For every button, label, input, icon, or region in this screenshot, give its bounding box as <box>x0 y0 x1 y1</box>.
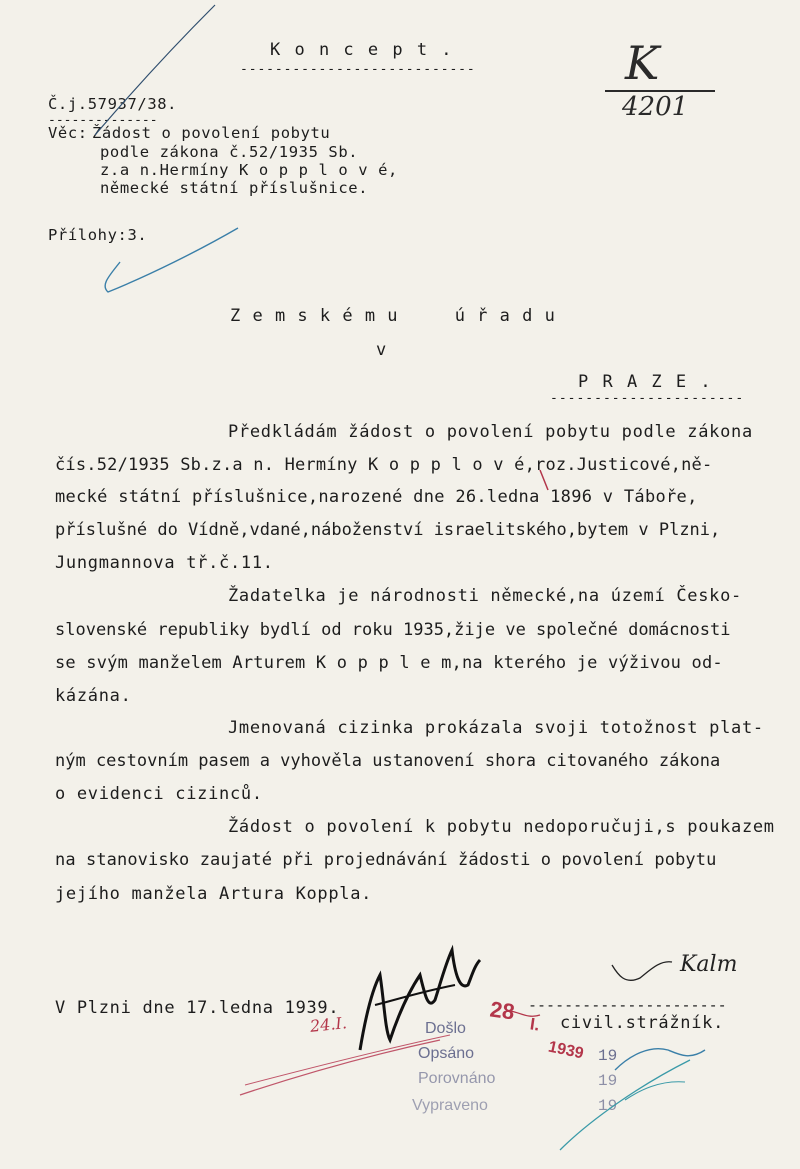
stamp-row-dispatched: Vypraveno <box>412 1097 488 1114</box>
body-line: mecké státní příslušnice,narozené dne 26.ledna 1896 v Táboře, <box>55 487 698 507</box>
reference-underline: -------------- <box>48 113 158 128</box>
handwritten-date: 24.I. <box>309 1013 348 1036</box>
body-line: ným cestovním pasem a vyhověla ustanovení shora citovaného zákona <box>55 751 721 771</box>
stamp-year: 19 <box>598 1072 618 1090</box>
document-title: K o n c e p t . <box>270 40 454 60</box>
signature-line: ---------------------- <box>528 996 727 1014</box>
addressee-underline: ---------------------- <box>550 391 745 406</box>
stamp-row-compared: Porovnáno <box>418 1070 496 1087</box>
reference-number: Č.j.57937/38. <box>48 95 178 113</box>
body-line: čís.52/1935 Sb.z.a n. Hermíny K o p p l o v é,roz.Justicové,ně- <box>55 455 713 475</box>
stamp-row-copied: Opsáno <box>418 1045 475 1062</box>
attachments-count: Přílohy:3. <box>48 226 148 244</box>
red-pencil-stroke <box>505 1011 540 1016</box>
pencil-stroke <box>95 5 215 135</box>
teal-pencil-stroke <box>560 1060 690 1150</box>
body-line: Žádost o povolení k pobytu nedoporučuji,s poukazem <box>228 817 775 837</box>
handwritten-number: 4201 <box>622 92 689 122</box>
body-line: Jmenovaná cizinka prokázala svoji totožnost plat- <box>228 718 764 738</box>
stamp-received-month: I. <box>528 1014 541 1035</box>
body-line: příslušné do Vídně,vdané,náboženství israelitského,bytem v Plzni, <box>55 520 721 540</box>
handwritten-initials: Kalm <box>680 952 738 977</box>
body-line: o evidenci cizinců. <box>55 784 263 804</box>
body-line: slovenské republiky bydlí od roku 1935,žije ve společné domácnosti <box>55 620 731 640</box>
addressee-preposition: v <box>376 340 387 360</box>
place-and-date: V Plzni dne 17.ledna 1939. <box>55 998 340 1018</box>
subject-line: Žádost o povolení pobytu <box>92 124 331 142</box>
teal-pencil-signature <box>615 1049 705 1070</box>
stamp-row-received: Došlo <box>425 1020 466 1037</box>
signature-main <box>360 950 480 1050</box>
subject-line: německé státní příslušnice. <box>100 179 369 197</box>
handwritten-mark: K <box>625 36 660 90</box>
addressee-city: P R A Z E . <box>578 372 713 392</box>
body-line: jejího manžela Artura Koppla. <box>55 884 373 904</box>
red-pencil-stroke <box>245 1035 450 1085</box>
body-line: se svým manželem Arturem K o p p l e m,na kterého je výživou od- <box>55 653 723 673</box>
subject-line: podle zákona č.52/1935 Sb. <box>100 143 359 161</box>
red-pencil-stroke <box>240 1040 440 1095</box>
body-line: Jungmannova tř.č.11. <box>55 553 274 573</box>
body-line: kázána. <box>55 686 132 706</box>
stamp-received-day: 28 <box>488 996 517 1025</box>
signature-main-loop <box>375 985 455 1005</box>
body-line: Žadatelka je národnosti německé,na území Česko- <box>228 586 742 606</box>
teal-pencil-signature <box>625 1082 685 1100</box>
subject-label: Věc: <box>48 124 88 142</box>
stamp-year: 19 <box>598 1047 618 1065</box>
signer-title: civil.strážník. <box>560 1013 725 1033</box>
stamp-year: 19 <box>598 1097 618 1115</box>
body-line: na stanovisko zaujaté při projednávání žádosti o povolení pobytu <box>55 850 717 870</box>
red-correction <box>540 470 548 490</box>
body-line: Předkládám žádost o povolení pobytu podle zákona <box>228 422 753 442</box>
signature-small <box>612 962 672 981</box>
addressee-office: Z e m s k é m u ú ř a d u <box>230 306 556 326</box>
pencil-checkmark <box>105 228 238 292</box>
title-underline: --------------------------- <box>240 62 476 77</box>
subject-line: z.a n.Hermíny K o p p l o v é, <box>100 161 398 179</box>
stamp-received-year: 1939 <box>546 1038 586 1063</box>
